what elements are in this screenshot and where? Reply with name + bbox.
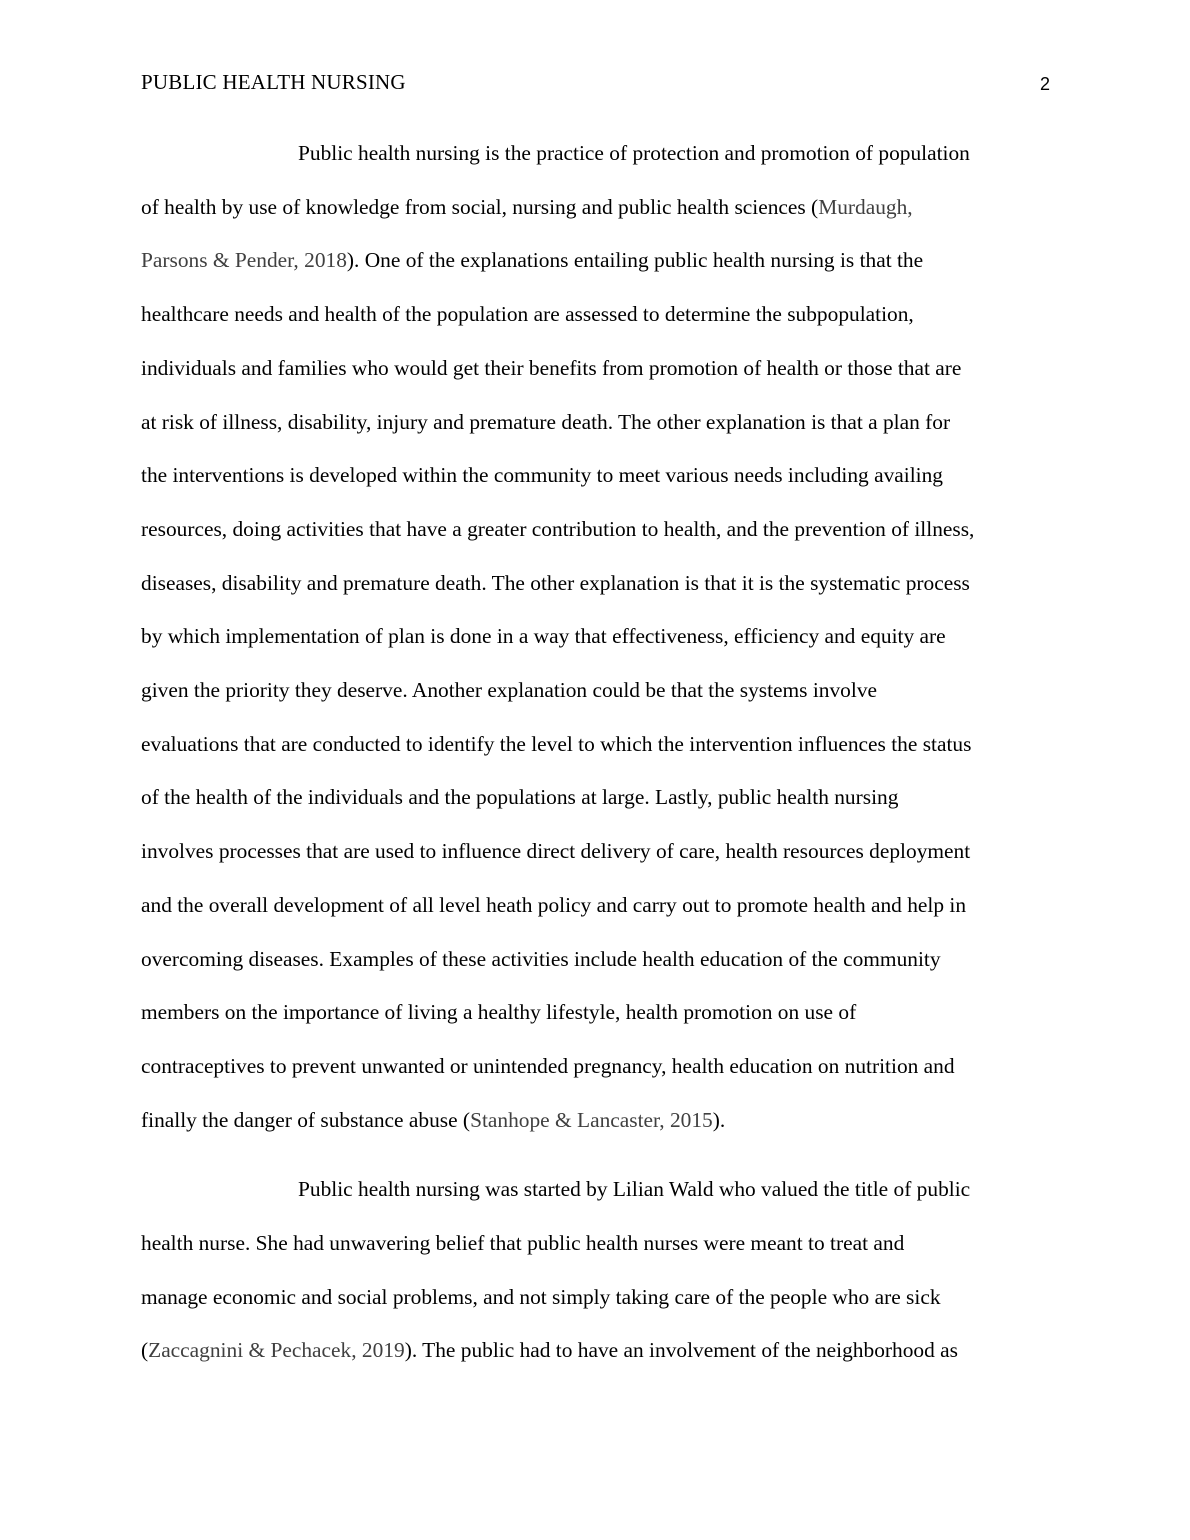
- text-run: by which implementation of plan is done in a way that effectiveness, efficiency and equity are: [141, 624, 946, 649]
- text-run: evaluations that are conducted to identify the level to which the intervention influences the status: [141, 731, 972, 756]
- text-run: ). The public had to have an involvement of the neighborhood as: [404, 1338, 958, 1363]
- text-line: [141, 664, 1052, 718]
- text-run: diseases, disability and premature death. The other explanation is that it is the systematic process: [141, 570, 970, 595]
- text-run: overcoming diseases. Examples of these activities include health education of the community: [141, 946, 941, 971]
- text-line: [141, 288, 1052, 342]
- text-run: the interventions is developed within the community to meet various needs including availing: [141, 463, 943, 488]
- text-run: (: [141, 1338, 149, 1363]
- text-line: [141, 127, 1052, 181]
- text-run: individuals and families who would get their benefits from promotion of health or those that are: [141, 355, 962, 380]
- text-run: healthcare needs and health of the population are assessed to determine the subpopulation,: [141, 302, 914, 327]
- body-text: [141, 127, 1052, 1378]
- paragraph: [141, 1163, 1052, 1378]
- text-run: Public health nursing is the practice of protection and promotion of population: [298, 141, 970, 165]
- running-head: PUBLIC HEALTH NURSING: [141, 70, 406, 94]
- text-run: ).: [712, 1107, 726, 1132]
- text-line: [141, 181, 1052, 235]
- text-line: [141, 1040, 1052, 1094]
- text-line: [141, 503, 1052, 557]
- text-line: [141, 557, 1052, 611]
- text-line: [141, 449, 1052, 503]
- citation: Stanhope & Lancaster, 2015: [470, 1107, 713, 1132]
- text-run: manage economic and social problems, and not simply taking care of the people who are sick: [141, 1284, 941, 1309]
- text-line: [141, 1094, 1052, 1148]
- paragraph: [141, 127, 1052, 1147]
- text-line: [141, 234, 1052, 288]
- text-line: [141, 342, 1052, 396]
- citation: Parsons & Pender, 2018: [141, 248, 347, 273]
- text-line: [141, 1217, 1052, 1271]
- text-line: [141, 771, 1052, 825]
- text-line: [141, 879, 1052, 933]
- text-line: [141, 1324, 1052, 1378]
- text-line: [141, 396, 1052, 450]
- page-number: 2: [1039, 74, 1050, 94]
- text-run: of health by use of knowledge from social, nursing and public health sciences (: [141, 194, 819, 219]
- text-run: of the health of the individuals and the populations at large. Lastly, public health nursing: [141, 785, 899, 810]
- text-run: ). One of the explanations entailing public health nursing is that the: [346, 248, 924, 273]
- text-run: members on the importance of living a healthy lifestyle, health promotion on use of: [141, 1000, 857, 1025]
- text-run: health nurse. She had unwavering belief that public health nurses were meant to treat and: [141, 1231, 905, 1256]
- text-run: finally the danger of substance abuse (: [141, 1107, 471, 1132]
- citation: Murdaugh,: [818, 194, 913, 219]
- text-run: involves processes that are used to influence direct delivery of care, health resources deployment: [141, 839, 971, 864]
- text-line: [141, 825, 1052, 879]
- text-line: [141, 1163, 1052, 1217]
- text-line: [141, 933, 1052, 987]
- citation: Zaccagnini & Pechacek, 2019: [148, 1338, 405, 1363]
- text-line: [141, 718, 1052, 772]
- text-run: and the overall development of all level heath policy and carry out to promote health and help in: [141, 892, 967, 917]
- text-line: [141, 610, 1052, 664]
- text-run: resources, doing activities that have a greater contribution to health, and the prevention of illness,: [141, 516, 975, 541]
- text-run: Public health nursing was started by Lilian Wald who valued the title of public: [298, 1177, 971, 1202]
- text-line: [141, 1271, 1052, 1325]
- text-run: at risk of illness, disability, injury and premature death. The other explanation is that a plan for: [141, 409, 951, 434]
- text-line: [141, 986, 1052, 1040]
- text-run: contraceptives to prevent unwanted or unintended pregnancy, health education on nutrition and: [141, 1053, 955, 1078]
- text-run: given the priority they deserve. Another explanation could be that the systems involve: [141, 678, 878, 703]
